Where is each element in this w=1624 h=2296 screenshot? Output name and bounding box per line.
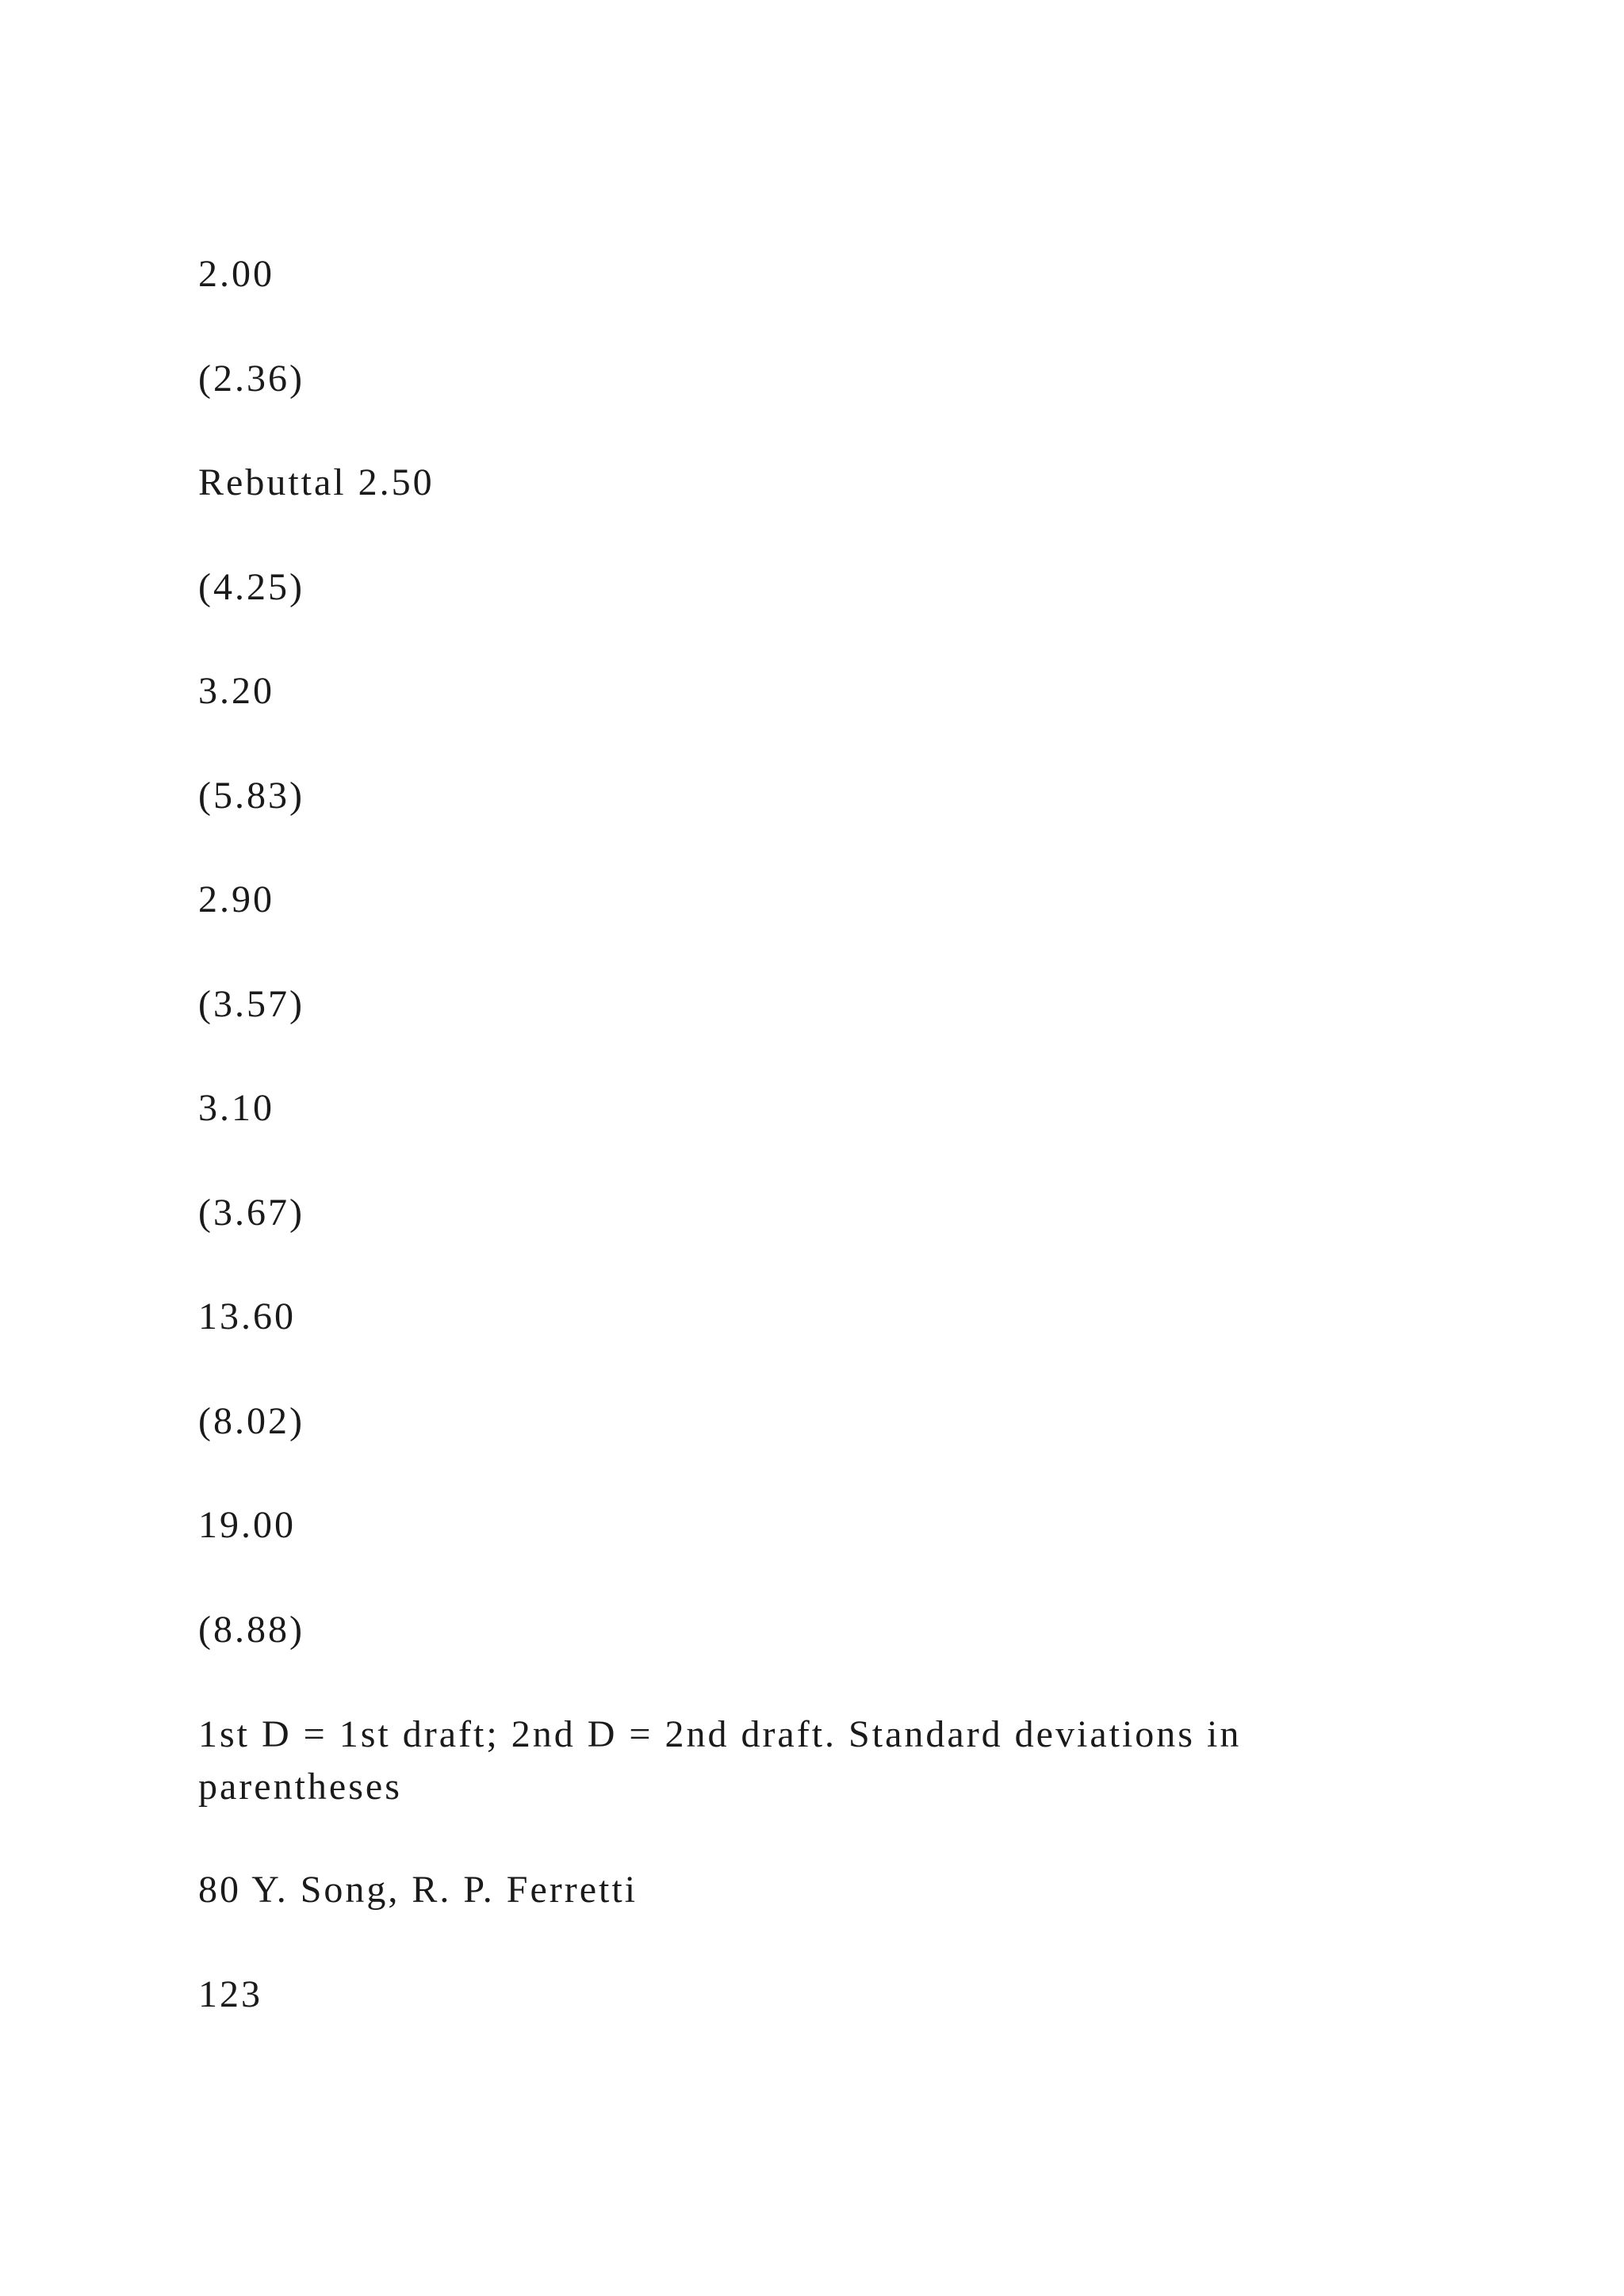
table-value: 13.60 bbox=[198, 1295, 296, 1337]
running-header: 80 Y. Song, R. P. Ferretti bbox=[198, 1869, 638, 1911]
table-value: (2.36) bbox=[198, 358, 304, 400]
table-value: (5.83) bbox=[198, 775, 304, 817]
table-value: 19.00 bbox=[198, 1504, 296, 1546]
page-number: 123 bbox=[198, 1973, 262, 2015]
table-value: (8.02) bbox=[198, 1400, 304, 1442]
table-value: 2.00 bbox=[198, 253, 274, 295]
table-value: (3.67) bbox=[198, 1192, 304, 1234]
table-value: 3.20 bbox=[198, 670, 274, 712]
table-row-label: Rebuttal 2.50 bbox=[198, 461, 435, 503]
table-value: (8.88) bbox=[198, 1609, 304, 1651]
table-value: 2.90 bbox=[198, 878, 274, 920]
table-footnote: 1st D = 1st draft; 2nd D = 2nd draft. Standard deviations in parentheses bbox=[198, 1713, 1242, 1808]
table-value: 3.10 bbox=[198, 1087, 274, 1129]
table-value: (4.25) bbox=[198, 566, 304, 608]
table-value: (3.57) bbox=[198, 983, 304, 1025]
